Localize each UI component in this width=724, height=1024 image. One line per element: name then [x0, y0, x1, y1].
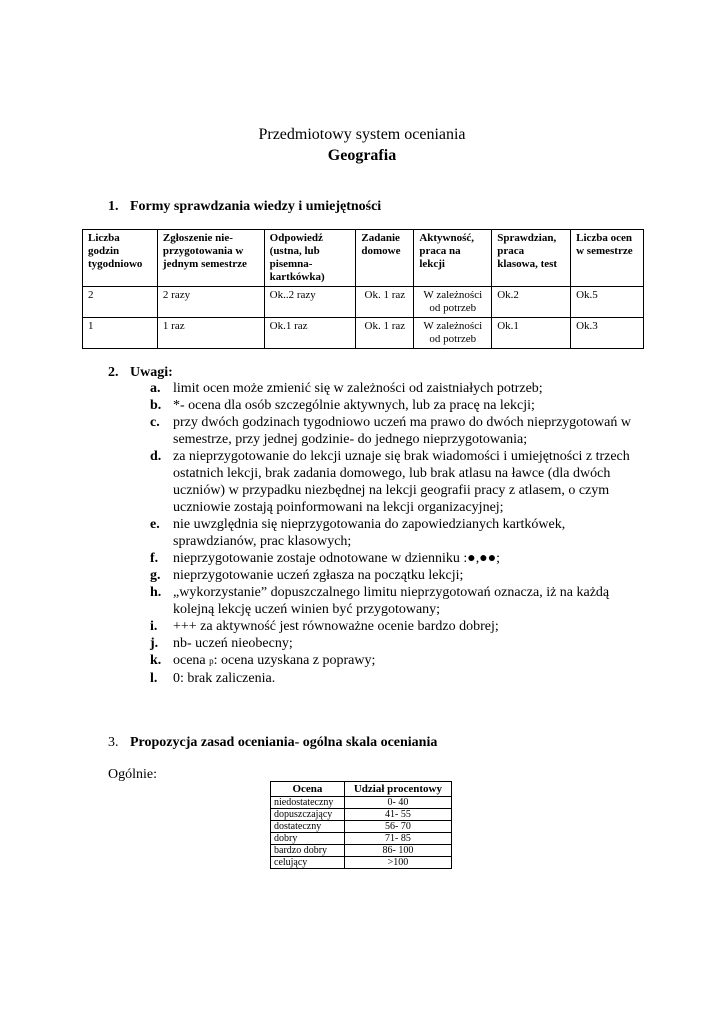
table-cell: bardzo dobry	[271, 845, 345, 857]
list-item	[150, 670, 650, 687]
item-letter: l.	[150, 671, 158, 686]
table-cell: niedostateczny	[271, 797, 345, 809]
item-text: limit ocen może zmienić się w zależności od zaistniałych potrzeb;	[173, 381, 543, 396]
table-row	[83, 318, 644, 349]
item-text: *- ocena dla osób szczególnie aktywnych, lub za pracę na lekcji;	[173, 398, 535, 413]
table-cell: Ok.1	[492, 318, 571, 349]
item-letter: a.	[150, 381, 161, 396]
table-header-cell: Ocena	[271, 782, 345, 797]
document-title: Przedmiotowy system oceniania	[258, 126, 466, 143]
item-text: nieprzygotowanie uczeń zgłasza na początku lekcji;	[173, 568, 464, 583]
item-text: przy dwóch godzinach tygodniowo uczeń ma prawo do dwóch nieprzygotowań w semestrze, przy jednej godzinie- do jednego nieprzygotowania;	[173, 415, 631, 447]
table-row	[271, 857, 452, 869]
table-header-row	[83, 230, 644, 287]
item-letter: b.	[150, 398, 162, 413]
section-1-title: Formy sprawdzania wiedzy i umiejętności	[130, 199, 382, 214]
table-row	[271, 821, 452, 833]
table-cell: dopuszczający	[271, 809, 345, 821]
list-item	[150, 516, 650, 550]
table-cell: 71- 85	[344, 833, 451, 845]
list-item	[150, 448, 650, 516]
table-cell: 0- 40	[344, 797, 451, 809]
table-cell: 1	[83, 318, 158, 349]
list-item	[150, 635, 650, 652]
section-3-title: Propozycja zasad oceniania- ogólna skala oceniania	[130, 735, 438, 750]
table-header-cell: Odpowiedź (ustna, lub pisemna-kartkówka)	[264, 230, 356, 287]
item-text: nieprzygotowanie zostaje odnotowane w dzienniku :●,●●;	[173, 551, 501, 566]
table-cell: Ok..2 razy	[264, 287, 356, 318]
table-cell: Ok.5	[571, 287, 644, 318]
table-header-cell: Aktywność, praca na lekcji	[414, 230, 492, 287]
item-letter: g.	[150, 568, 161, 583]
table-cell: dostateczny	[271, 821, 345, 833]
item-letter: f.	[150, 551, 159, 566]
table-cell: celujący	[271, 857, 345, 869]
general-label: Ogólnie:	[108, 767, 157, 782]
table-row	[271, 809, 452, 821]
table-header-cell: Liczba ocen w semestrze	[571, 230, 644, 287]
table-cell: Ok. 1 raz	[356, 318, 414, 349]
table-cell: 2 razy	[157, 287, 264, 318]
item-text-before: ocena	[173, 653, 210, 668]
table-cell: Ok.2	[492, 287, 571, 318]
table-cell: >100	[344, 857, 451, 869]
section-2-heading	[108, 364, 173, 381]
table-cell: Ok. 1 raz	[356, 287, 414, 318]
item-letter: i.	[150, 619, 158, 634]
section-2-number: 2.	[108, 365, 119, 380]
item-text: „wykorzystanie” dopuszczalnego limitu nieprzygotowań oznacza, iż na każdą kolejną lekcję uczeń winien być przygotowany;	[173, 585, 610, 617]
section-1-heading	[108, 198, 381, 215]
table-header-cell: Zadanie domowe	[356, 230, 414, 287]
list-item	[150, 652, 650, 670]
document-subtitle: Geografia	[327, 147, 397, 164]
item-text: za nieprzygotowanie do lekcji uznaje się brak wiadomości i umiejętności z trzech ostatnich lekcji, brak zadania domowego, lub brak atlasu na ławce (dla dwóch uczniów) w przypadku niezbędnej na lekcji geografii pracy z atlasem, o czym uczniowie zostają poinformowani na lekcji organizacyjnej;	[173, 449, 630, 515]
item-text: nie uwzględnia się nieprzygotowania do zapowiedzianych kartkówek, sprawdzianów, prac klasowych;	[173, 517, 566, 549]
list-item	[150, 584, 650, 618]
table-row	[271, 833, 452, 845]
table-cell: W zależności od potrzeb	[414, 318, 492, 349]
list-item	[150, 414, 650, 448]
item-text: 0: brak zaliczenia.	[173, 671, 276, 686]
table-header-row	[271, 782, 452, 797]
item-letter: e.	[150, 517, 160, 532]
item-letter: h.	[150, 585, 162, 600]
table-cell: 86- 100	[344, 845, 451, 857]
item-letter: k.	[150, 653, 162, 668]
section-1-number: 1.	[108, 199, 119, 214]
table-header-cell: Sprawdzian, praca klasowa, test	[492, 230, 571, 287]
list-item	[150, 397, 650, 414]
table-header-cell: Liczba godzin tygodniowo	[83, 230, 158, 287]
list-item	[150, 567, 650, 584]
table-row	[271, 845, 452, 857]
item-text: +++ za aktywność jest równoważne ocenie bardzo dobrej;	[173, 619, 499, 634]
table-cell: dobry	[271, 833, 345, 845]
list-item	[150, 380, 650, 397]
item-text: nb- uczeń nieobecny;	[173, 636, 293, 651]
item-letter: j.	[150, 636, 159, 651]
table-header-cell: Udział procentowy	[344, 782, 451, 797]
grading-scale-table	[270, 781, 452, 869]
table-cell: Ok.1 raz	[264, 318, 356, 349]
table-row	[83, 287, 644, 318]
section-3-number: 3.	[108, 735, 119, 750]
item-text-after: : ocena uzyskana z poprawy;	[213, 653, 376, 668]
section-3-heading	[108, 734, 437, 751]
table-cell: 56- 70	[344, 821, 451, 833]
table-cell: 41- 55	[344, 809, 451, 821]
table-cell: 1 raz	[157, 318, 264, 349]
table-cell: 2	[83, 287, 158, 318]
assessment-forms-table	[82, 229, 644, 349]
item-letter: d.	[150, 449, 162, 464]
item-text-small: p	[209, 656, 214, 666]
table-cell: W zależności od potrzeb	[414, 287, 492, 318]
list-item	[150, 550, 650, 567]
table-header-cell: Zgłoszenie nie-przygotowania w jednym semestrze	[157, 230, 264, 287]
section-2-title: Uwagi:	[130, 365, 173, 380]
list-item	[150, 618, 650, 635]
item-letter: c.	[150, 415, 160, 430]
remarks-list	[150, 380, 650, 687]
table-row	[271, 797, 452, 809]
table-cell: Ok.3	[571, 318, 644, 349]
